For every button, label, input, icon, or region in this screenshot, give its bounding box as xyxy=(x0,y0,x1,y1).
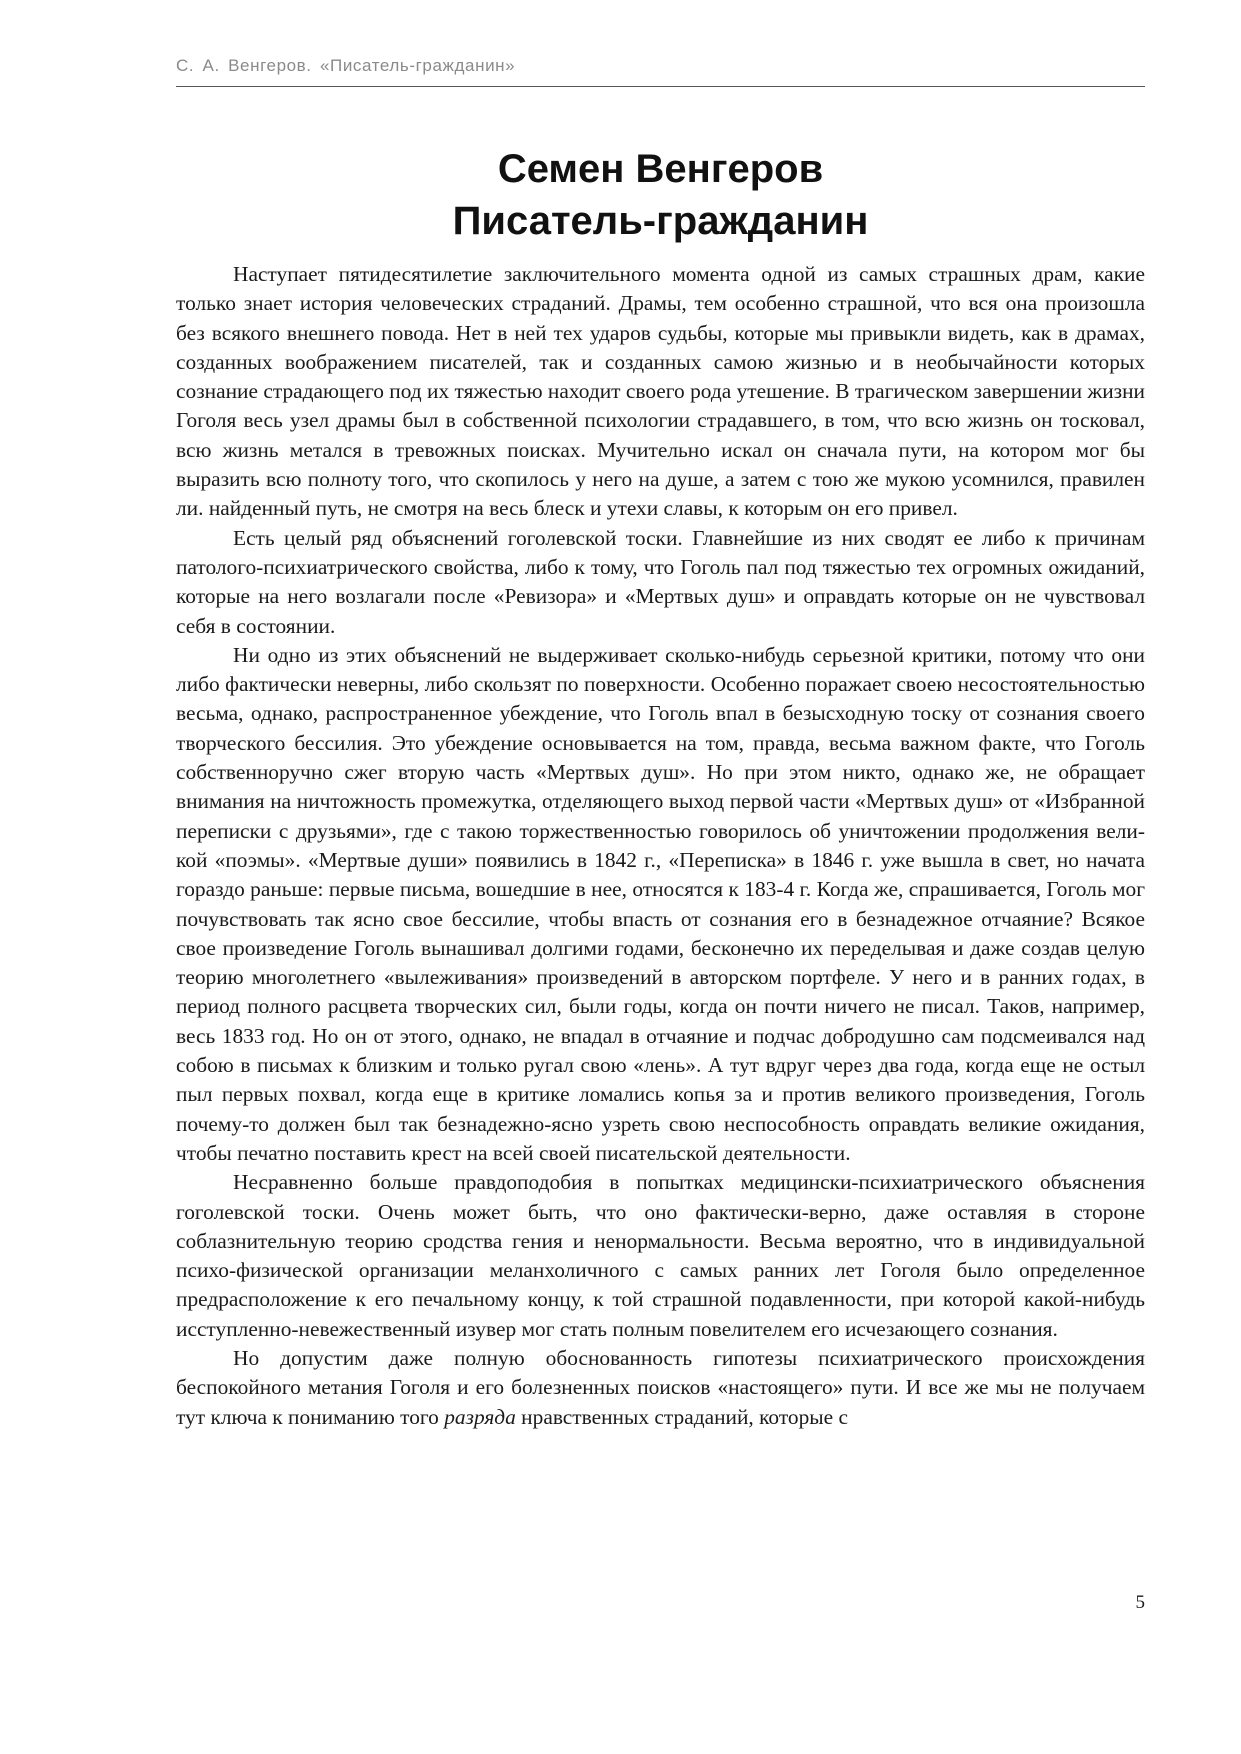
page-number: 5 xyxy=(1135,1592,1145,1613)
body-text xyxy=(176,260,1145,1432)
paragraph-5-end: нравственных страданий, которые с xyxy=(515,1404,848,1429)
running-head: С. А. Венгеров. «Писатель-гражданин» xyxy=(176,56,516,75)
paragraph-5-emphasis: разряда xyxy=(444,1404,516,1429)
paragraph-4: Несравненно больше правдоподобия в попытках медицински-психиатрического объяснения гоголевской тоски. Очень может быть, что оно фактически-верно, даже оставляя в стороне соблазнительную теорию сродства гения и ненормальности. Весьма вероятно, что в индивидуальной психо-физической организации меланхоличного с самых ранних лет Гоголя было определенное предрасположение к его печальному концу, к той страшной подавленности, при которой какой-нибудь исступленно-невежественный изувер мог стать полным повелителем его исчезающего сознания. xyxy=(176,1170,1145,1341)
title-author: Семен Венгеров xyxy=(497,147,824,191)
paragraph-2: Есть целый ряд объяснений гоголевской тоски. Главнейшие из них сводят ее либо к причинам патолого-психиатрического свойства, либо к тому, что Гоголь пал под тяжестью тех огромных ожиданий, которые на него возлагали после «Ревизора» и «Мертвых душ» и оправдать которые он не чувствовал себя в состоянии. xyxy=(176,525,1145,638)
header-rule xyxy=(176,86,1145,87)
paragraph-1: Наступает пятидесятилетие заключительного момента одной из самых страшных драм, какие только знает история человеческих страданий. Драмы, тем особенно страшной, что вся она произошла без всякого внешнего повода. Нет в ней тех ударов судьбы, которые мы привыкли видеть, как в драмах, созданных воображением писателей, так и созданных самою жизнью и в необычайности которых сознание страдающего под их тяжестью находит своего рода утешение. В трагическом завершении жизни Гоголя весь узел драмы был в собственной психологии страдавшего, в том, что всю жизнь он тосковал, всю жизнь метался в тревожных поисках. Мучительно искал он сначала пути, на котором мог бы выразить всю полноту того, что скопилось у него на душе, а затем с тою же мукою усомнился, правилен ли. найденный путь, не смотря на весь блеск и утехи славы, к которым он его привел. xyxy=(176,262,1145,521)
page-title xyxy=(176,143,1145,247)
title-work: Писатель-гражданин xyxy=(452,199,869,243)
paragraph-3: Ни одно из этих объяснений не выдерживает сколько-нибудь серьезной критики, потому что они либо фактически неверны, либо скользят по поверхности. Особенно поражает своею несостоятельностью весьма, однако, распространенное убеждение, что Гоголь впал в безысходную тоску от сознания своего творческого бессилия. Это убеждение основывается на том, правда, весьма важном факте, что Гоголь собственноручно сжег вторую часть «Мертвых душ». Но при этом никто, однако же, не обращает внимания на ничтожность промежутка, отделяющего выход первой части «Мертвых душ» от «Избранной переписки с друзьями», где с такою торжественностью говорилось об уничтожении продолжения великой «поэмы». «Мертвые души» появились в 1842 г., «Переписка» в 1846 г. уже вышла в свет, но начата гораздо раньше: первые письма, вошедшие в нее, относятся к 183-4 г. Когда же, спрашивается, Гоголь мог почувствовать так ясно свое бессилие, чтобы впасть от сознания его в безнадежное отчаяние? Всякое свое произведение Гоголь вынашивал долгими годами, бесконечно их переделывая и даже создав целую теорию многолетнего «вылеживания» произведений в авторском портфеле. У него и в ранних годах, в период полного расцвета творческих сил, были годы, когда он почти ничего не писал. Таков, например, весь 1833 год. Но он от этого, однако, не впадал в отчаяние и подчас добродушно сам подсмеивался над собою в письмах к близким и только ругал свою «лень». А тут вдруг через два года, когда еще не остыл пыл первых похвал, когда еще в критике ломались копья за и против великого произведения, Гоголь почему-то должен был так безнадежно-ясно узреть свою неспособность оправдать великие ожидания, чтобы печатно поставить крест на всей своей писательской деятельности. xyxy=(176,642,1145,1165)
paragraph-5 xyxy=(176,1344,1145,1432)
paragraph-5-start: Но допустим даже полную обоснованность гипотезы психиатрического происхождения беспокойного метания Гоголя и его болезненных поисков «настоящего» пути. И все же мы не получаем тут ключа к пониманию того xyxy=(176,1345,1145,1429)
